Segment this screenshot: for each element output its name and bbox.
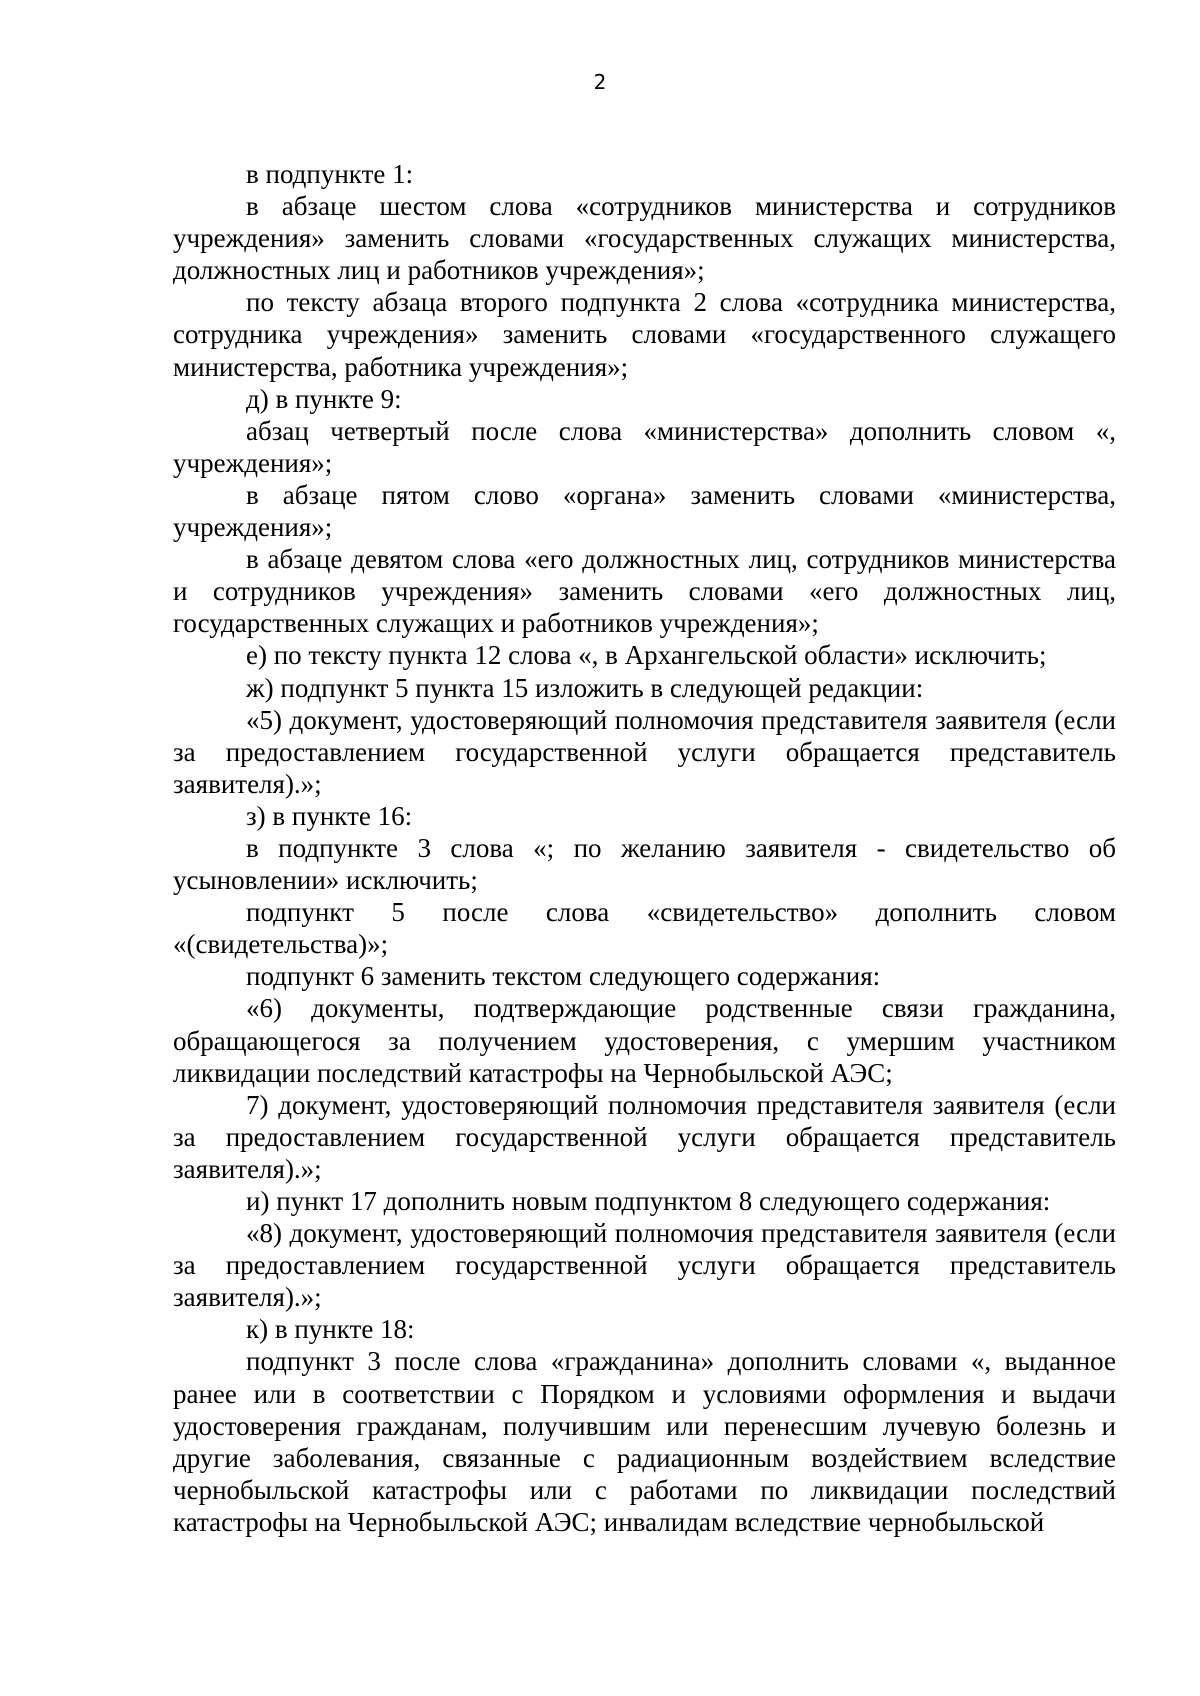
paragraph: «6) документы, подтверждающие родственные связи гражданина, обращающегося за получением удостоверения, с умершим участником ликвидации последствий катастрофы на Чернобыльской АЭС; bbox=[173, 993, 1116, 1088]
paragraph: абзац четвертый после слова «министерства» дополнить словом «, учреждения»; bbox=[173, 415, 1116, 478]
paragraph: е) по тексту пункта 12 слова «, в Архангельской области» исключить; bbox=[246, 640, 1047, 671]
paragraph: «5) документ, удостоверяющий полномочия представителя заявителя (если за предоставлением государственной услуги обращается представитель заявителя).»; bbox=[173, 704, 1116, 799]
paragraph: д) в пункте 9: bbox=[246, 383, 402, 414]
paragraph: по тексту абзаца второго подпункта 2 слова «сотрудника министерства, сотрудника учреждения» заменить словами «государственного служащего министерства, работника учреждения»; bbox=[173, 287, 1116, 382]
paragraph: подпункт 5 после слова «свидетельство» дополнить словом «(свидетельства)»; bbox=[173, 897, 1116, 960]
paragraph: в подпункте 3 слова «; по желанию заявителя - свидетельство об усыновлении» исключить; bbox=[173, 832, 1116, 896]
paragraph: к) в пункте 18: bbox=[246, 1314, 415, 1345]
paragraph: и) пункт 17 дополнить новым подпунктом 8 следующего содержания: bbox=[246, 1186, 1051, 1216]
paragraph: в абзаце пятом слово «органа» заменить словами «министерства, учреждения»; bbox=[173, 479, 1116, 543]
paragraph: в абзаце шестом слова «сотрудников министерства и сотрудников учреждения» заменить словами «государственных служащих министерства, должностных лиц и работников учреждения»; bbox=[173, 191, 1116, 286]
paragraph: ж) подпункт 5 пункта 15 изложить в следующей редакции: bbox=[246, 672, 924, 703]
paragraph: «8) документ, удостоверяющий полномочия представителя заявителя (если за предоставлением государственной услуги обращается представитель заявителя).»; bbox=[173, 1218, 1116, 1313]
paragraph: в подпункте 1: bbox=[246, 159, 414, 189]
paragraph: з) в пункте 16: bbox=[246, 800, 413, 831]
paragraph: 7) документ, удостоверяющий полномочия представителя заявителя (если за предоставлением государственной услуги обращается представитель заявителя).»; bbox=[173, 1089, 1116, 1184]
document-body bbox=[173, 158, 1116, 1538]
paragraph: в абзаце девятом слова «его должностных лиц, сотрудников министерства и сотрудников учреждения» заменить словами «его должностных лиц, государственных служащих и работников учреждения»; bbox=[173, 544, 1116, 639]
page-number: 2 bbox=[593, 70, 607, 94]
paragraph: подпункт 6 заменить текстом следующего содержания: bbox=[246, 961, 881, 992]
paragraph: подпункт 3 после слова «гражданина» дополнить словами «, выданное ранее или в соответствии с Порядком и условиями оформления и выдачи удостоверения гражданам, получившим или перенесшим лучевую болезнь и другие заболевания, связанные с радиационным воздействием вследствие чернобыльской катастрофы или с работами по ликвидации последствий катастрофы на Чернобыльской АЭС; инвалидам вследствие чернобыльской bbox=[173, 1346, 1116, 1537]
